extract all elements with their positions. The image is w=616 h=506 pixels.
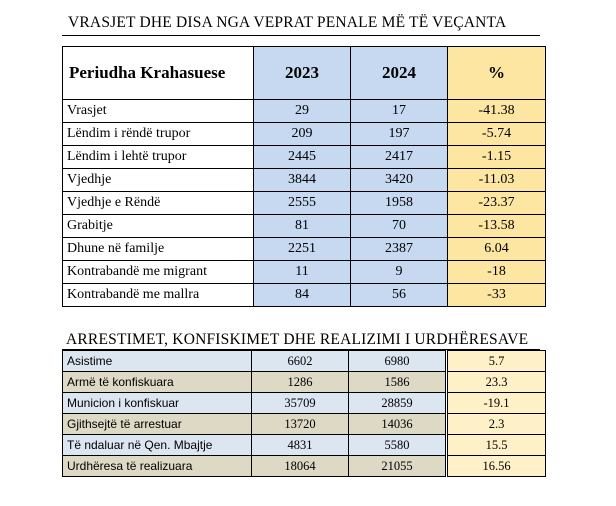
value-2024: 21055: [349, 456, 447, 477]
title-underline: [62, 35, 540, 36]
value-2024: 14036: [349, 414, 447, 435]
percent-change: -11.03: [448, 169, 546, 192]
row-label: Vjedhje: [63, 169, 254, 192]
header-period: Periudha Krahasuese: [63, 47, 254, 100]
value-2024: 17: [351, 100, 448, 123]
value-2024: 197: [351, 123, 448, 146]
value-2023: 2251: [254, 238, 351, 261]
table-row: [63, 146, 546, 169]
crime-comparison-table: [62, 46, 546, 307]
table-row: [63, 192, 546, 215]
header-2024: 2024: [351, 47, 448, 100]
percent-change: 6.04: [448, 238, 546, 261]
table-row: [63, 435, 546, 456]
percent-change: -13.58: [448, 215, 546, 238]
table-row: [63, 238, 546, 261]
row-label: Grabitje: [63, 215, 254, 238]
percent-change: 15.5: [447, 435, 546, 456]
percent-change: 2.3: [447, 414, 546, 435]
table-row: [63, 261, 546, 284]
value-2023: 84: [254, 284, 351, 307]
percent-change: -33: [448, 284, 546, 307]
row-label: Kontrabandë me migrant: [63, 261, 254, 284]
value-2023: 11: [254, 261, 351, 284]
arrests-table: [62, 350, 546, 477]
value-2023: 29: [254, 100, 351, 123]
table-row: [63, 351, 546, 372]
value-2023: 1286: [252, 372, 349, 393]
percent-change: -1.15: [448, 146, 546, 169]
row-label: Asistime: [63, 351, 252, 372]
table-row: [63, 456, 546, 477]
value-2024: 2387: [351, 238, 448, 261]
percent-change: -23.37: [448, 192, 546, 215]
header-2023: 2023: [254, 47, 351, 100]
row-label: Lëndim i rëndë trupor: [63, 123, 254, 146]
row-label: Të ndaluar në Qen. Mbajtje: [63, 435, 252, 456]
value-2024: 56: [351, 284, 448, 307]
value-2023: 2445: [254, 146, 351, 169]
table-row: [63, 284, 546, 307]
percent-change: 23.3: [447, 372, 546, 393]
row-label: Vrasjet: [63, 100, 254, 123]
row-label: Lëndim i lehtë trupor: [63, 146, 254, 169]
value-2023: 2555: [254, 192, 351, 215]
row-label: Dhune në familje: [63, 238, 254, 261]
table-row: [63, 372, 546, 393]
value-2024: 3420: [351, 169, 448, 192]
value-2024: 5580: [349, 435, 447, 456]
table-row: [63, 100, 546, 123]
percent-change: 5.7: [447, 351, 546, 372]
row-label: Municion i konfiskuar: [63, 393, 252, 414]
table-row: [63, 123, 546, 146]
table-row: [63, 215, 546, 238]
value-2024: 1958: [351, 192, 448, 215]
percent-change: -18: [448, 261, 546, 284]
value-2024: 6980: [349, 351, 447, 372]
table-row: [63, 393, 546, 414]
row-label: Urdhëresa të realizuara: [63, 456, 252, 477]
percent-change: -19.1: [447, 393, 546, 414]
table-row: [63, 414, 546, 435]
value-2023: 18064: [252, 456, 349, 477]
value-2024: 2417: [351, 146, 448, 169]
row-label: Gjithsejtë të arrestuar: [63, 414, 252, 435]
row-label: Kontrabandë me mallra: [63, 284, 254, 307]
section-1-title: VRASJET DHE DISA NGA VEPRAT PENALE MË TË VEÇANTA: [68, 14, 507, 31]
table-row: [63, 169, 546, 192]
value-2023: 3844: [254, 169, 351, 192]
section-2-title: ARRESTIMET, KONFISKIMET DHE REALIZIMI I URDHËRESAVE: [66, 331, 529, 348]
value-2024: 9: [351, 261, 448, 284]
header-percent: %: [448, 47, 546, 100]
value-2023: 4831: [252, 435, 349, 456]
table-header-row: [63, 47, 546, 100]
row-label: Armë të konfiskuara: [63, 372, 252, 393]
percent-change: -41.38: [448, 100, 546, 123]
percent-change: 16.56: [447, 456, 546, 477]
value-2023: 6602: [252, 351, 349, 372]
value-2023: 13720: [252, 414, 349, 435]
value-2023: 81: [254, 215, 351, 238]
value-2024: 1586: [349, 372, 447, 393]
value-2023: 209: [254, 123, 351, 146]
row-label: Vjedhje e Rëndë: [63, 192, 254, 215]
value-2024: 28859: [349, 393, 447, 414]
value-2024: 70: [351, 215, 448, 238]
percent-change: -5.74: [448, 123, 546, 146]
value-2023: 35709: [252, 393, 349, 414]
